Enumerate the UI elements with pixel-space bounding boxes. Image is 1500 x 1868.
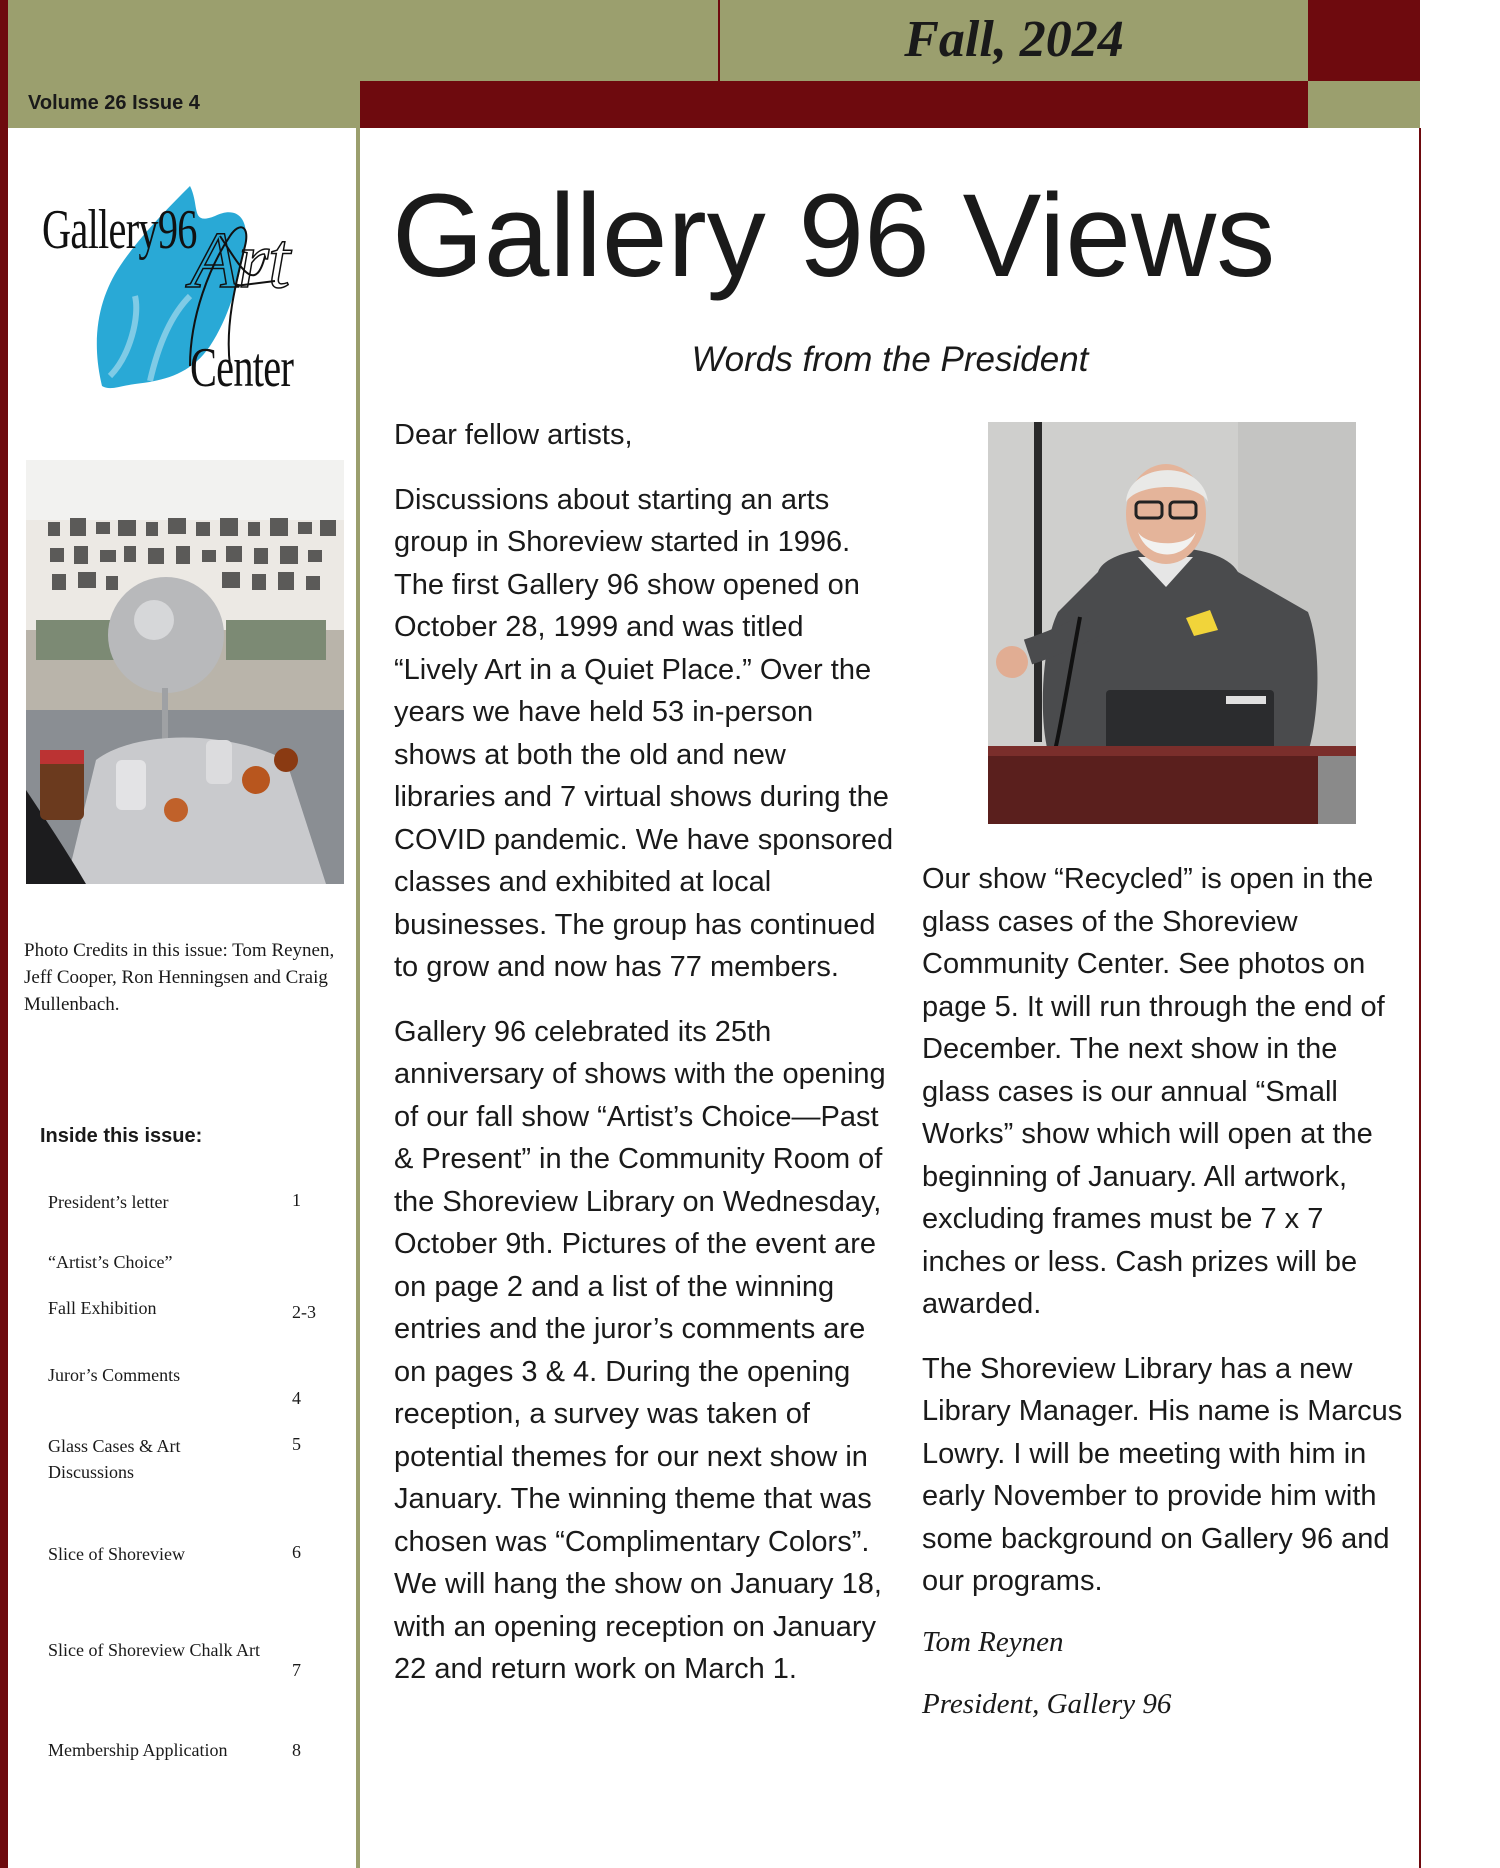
toc-item-page: 4 (292, 1388, 301, 1408)
toc-item-page: 6 (292, 1542, 301, 1562)
volume-issue: Volume 26 Issue 4 (28, 92, 200, 114)
gallery96-logo (40, 176, 320, 408)
article-paragraph: Gallery 96 celebrated its 25th anniversary of shows with the opening of our fall show “Artist’s Choice—Past & Present” in the Community Room of the Shoreview Library on Wednesday, October 9th. Pictures of the event are on page 2 and a list of the winning entries and the juror’s comments are on pages 3 & 4. During the opening reception, a survey was taken of potential themes for our next show in January. The winning theme that was chosen was “Complimentary Colors”. We will hang the show on January 18, with an opening reception on January 22 and return work on March 1. (394, 1015, 886, 1685)
toc-item-label: Slice of Shoreview Chalk Art (48, 1640, 260, 1660)
toc-item-page: 5 (292, 1434, 301, 1454)
toc-item-label: Fall Exhibition (48, 1298, 157, 1318)
toc-item-label: Juror’s Comments (48, 1365, 181, 1385)
toc-item-page: 1 (292, 1190, 301, 1210)
signature-name: Tom Reynen (922, 1625, 1064, 1658)
article-column-left (394, 414, 894, 1691)
sidebar-divider (356, 128, 360, 1868)
toc-item-label: President’s letter (48, 1192, 169, 1212)
president-photo (988, 422, 1356, 824)
header-band-middle (360, 81, 1308, 128)
logo-art: Art (190, 217, 290, 305)
article-column-right (922, 858, 1412, 1726)
volume-box (8, 81, 360, 128)
header-season-box (718, 0, 1308, 81)
toc-item-label: “Artist’s Choice” (48, 1252, 173, 1272)
logo-center: Center (190, 337, 294, 399)
toc-item-label: Slice of Shoreview (48, 1544, 185, 1564)
toc-item-page: 7 (292, 1660, 301, 1680)
article-paragraph: Discussions about starting an arts group in Shoreview started in 1996. The first Gallery 96 show opened on October 28, 1999 and was titled “Lively Art in a Quiet Place.” Over the years we have held 53 in-person shows at both the old and new libraries and 7 virtual shows during the COVID pandemic. We have sponsored classes and exhibited at local businesses. The group has continued to grow and now has 77 members. (394, 483, 894, 983)
left-border (0, 0, 8, 1868)
logo-gallery96: Gallery96 (42, 199, 197, 261)
signature-title: President, Gallery 96 (922, 1688, 1172, 1720)
inside-this-issue-heading: Inside this issue: (40, 1125, 203, 1147)
toc-item-label: Glass Cases & Art Discussions (48, 1436, 181, 1482)
right-border (1419, 128, 1421, 1868)
toc-item-page: 8 (292, 1740, 301, 1760)
header-band-left (8, 0, 718, 81)
anniversary-display-photo (26, 460, 344, 884)
header-band-corner (1308, 81, 1420, 128)
toc-item-label: Membership Application (48, 1740, 228, 1760)
article-subtitle: Words from the President (691, 340, 1089, 379)
article-paragraph: Our show “Recycled” is open in the glass cases of the Shoreview Community Center. See photos on page 5. It will run through the end of December. The next show in the glass cases is our annual “Small Works” show which will open at the beginning of January. All artwork, excluding frames must be 7 x 7 inches or less. Cash prizes will be awarded. (922, 863, 1385, 1320)
greeting: Dear fellow artists, (394, 419, 633, 451)
header-band-right (1308, 0, 1420, 81)
article-paragraph: The Shoreview Library has a new Library Manager. His name is Marcus Lowry. I will be meeting with him in early November to provide him with some background on Gallery 96 and our programs. (922, 1352, 1403, 1597)
issue-season: Fall, 2024 (904, 11, 1124, 68)
newsletter-title: Gallery 96 Views (392, 170, 1276, 302)
photo-credits: Photo Credits in this issue: Tom Reynen, Jeff Cooper, Ron Henningsen and Craig Mullenbach. (24, 940, 335, 1015)
toc-item-page: 2-3 (292, 1302, 316, 1322)
